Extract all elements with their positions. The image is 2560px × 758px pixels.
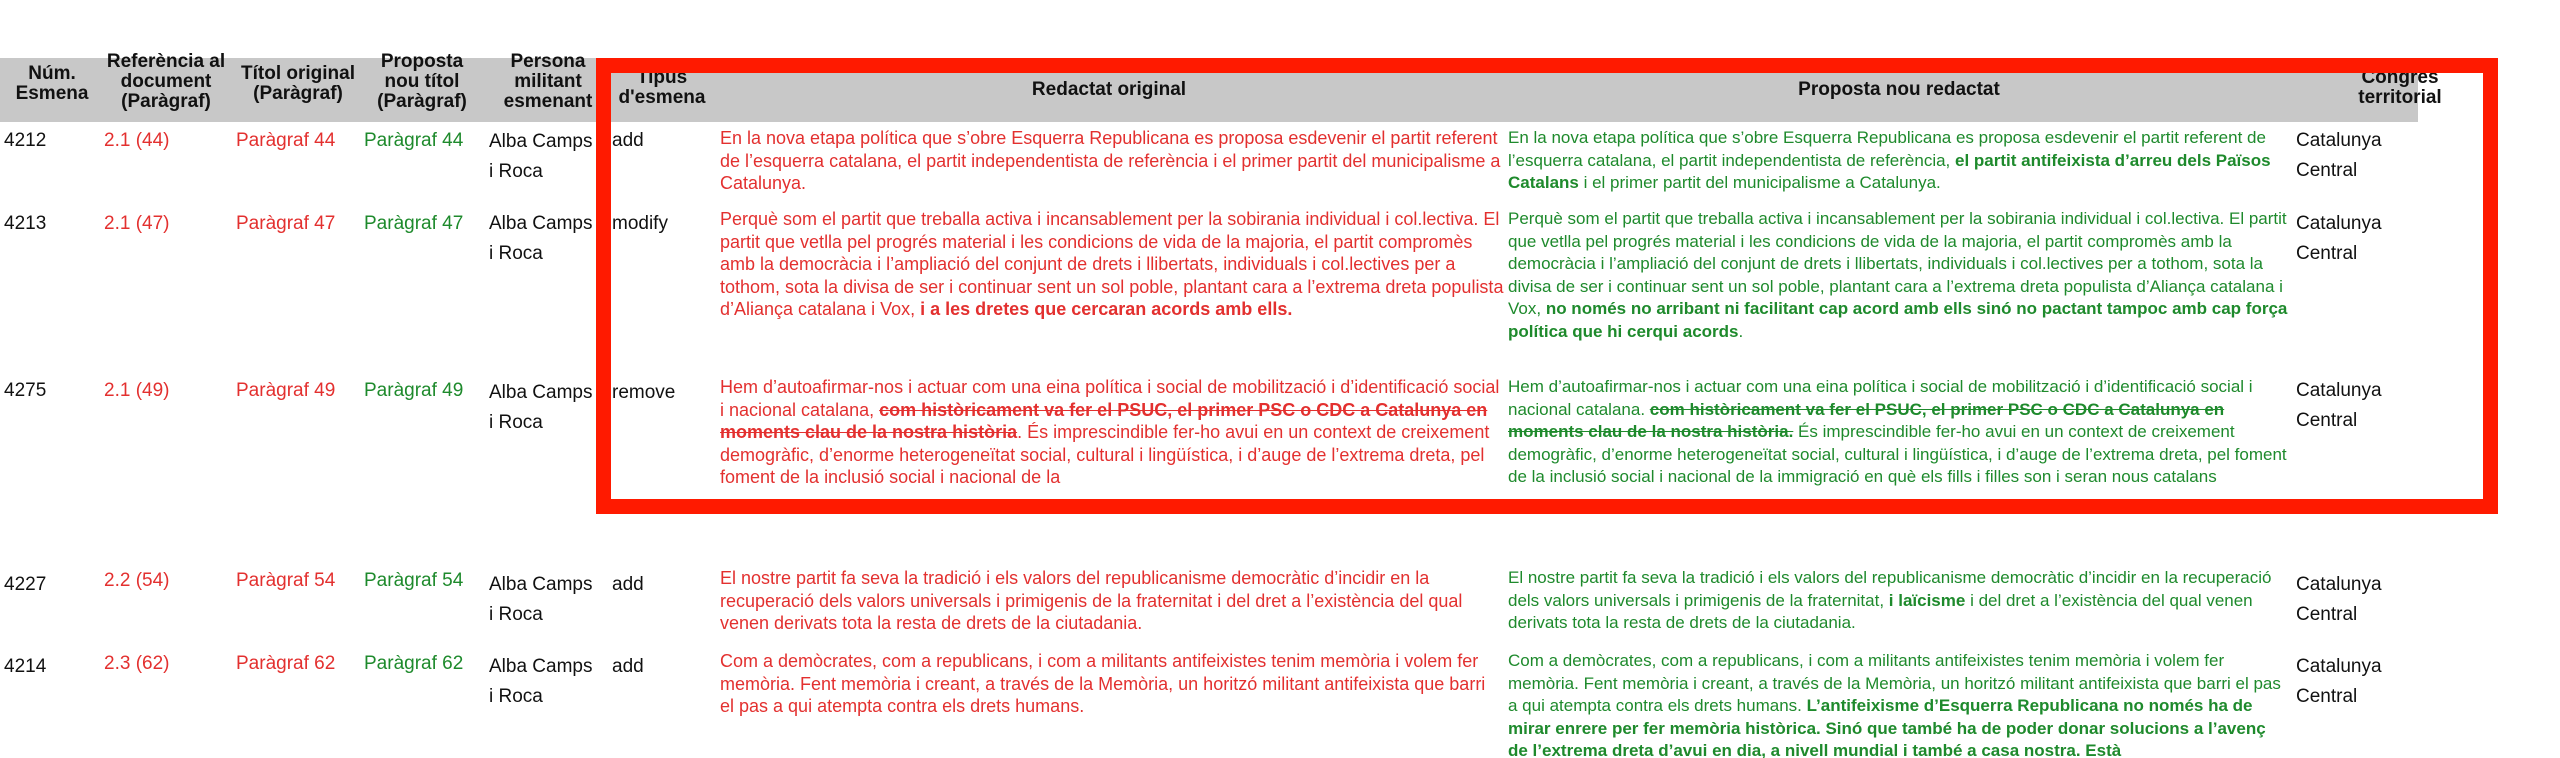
row-4213-proposta bbox=[1508, 208, 2290, 358]
row-4227-original bbox=[720, 567, 1504, 639]
row-4213-titol: Paràgraf 47 bbox=[236, 213, 336, 234]
row-4227-proposta bbox=[1508, 567, 2290, 639]
row-4212-proposta-added: el partit antifeixista d’arreu dels Països Catalans bbox=[1508, 150, 2271, 192]
row-4214-proposta bbox=[1508, 650, 2290, 758]
row-4212-tipus: add bbox=[612, 130, 644, 151]
row-4275-persona: Alba Camps i Roca bbox=[489, 382, 593, 433]
row-4213-proposta-text-end: . bbox=[1738, 321, 1744, 341]
row-4213-congres: Catalunya Central bbox=[2296, 213, 2382, 264]
row-4214-ref: 2.3 (62) bbox=[104, 653, 170, 674]
row-4275-num: 4275 bbox=[4, 380, 47, 401]
row-4227-proposta-text: El nostre partit fa seva la tradició i els valors del republicanisme democràtic d’incidir en la recuperació dels valors universals i primigenis de la fraternitat, bbox=[1508, 568, 2272, 610]
row-4214-tipus: add bbox=[612, 656, 644, 677]
row-4214-num: 4214 bbox=[4, 656, 47, 677]
row-4227-persona: Alba Camps i Roca bbox=[489, 574, 593, 625]
row-4275-congres: Catalunya Central bbox=[2296, 380, 2382, 431]
header-persona: Persona militant esmenant bbox=[503, 52, 593, 112]
row-4275-tipus: remove bbox=[612, 382, 676, 403]
row-4227-titol: Paràgraf 54 bbox=[236, 570, 336, 591]
row-4213-proposta-text: Perquè som el partit que treballa activa i incansablement per la sobirania individual i col.lectiva. El partit que vetlla pel progrés material i les condicions de vida de la majoria, el partit compromès amb la democràcia i l’ampliació del conjunt de drets i llibertats, individuals i col.lectives per a tothom, sota la divisa de ser i continuar sent un sol poble, plantant cara a l’extrema dreta populista d’Aliança catalana i Vox, bbox=[1508, 209, 2287, 318]
row-4214-titol: Paràgraf 62 bbox=[236, 653, 336, 674]
row-4275-ref: 2.1 (49) bbox=[104, 380, 170, 401]
row-4275-original-text-end: . És imprescindible fer-ho avui en un context de creixement demogràfic, d’enorme heterogeneïtat social, cultural i lingüística, i d’auge de l’extrema dreta, pel foment de la inclusió social i nacional de la bbox=[720, 422, 1490, 487]
header-redactat-original: Redactat original bbox=[1031, 80, 1187, 100]
row-4214-persona: Alba Camps i Roca bbox=[489, 656, 593, 707]
row-4212-proposta bbox=[1508, 127, 2290, 197]
header-tipus: Tipus d'esmena bbox=[618, 68, 706, 108]
row-4275-proposta-titol: Paràgraf 49 bbox=[364, 380, 464, 401]
row-4213-proposta-added: no només no arribant ni facilitant cap acord amb ells sinó no pactant tampoc amb cap força política que hi cerqui acords bbox=[1508, 299, 2288, 341]
header-congres: Congrés territorial bbox=[2358, 68, 2442, 108]
row-4275-titol: Paràgraf 49 bbox=[236, 380, 336, 401]
row-4227-proposta-titol: Paràgraf 54 bbox=[364, 570, 464, 591]
row-4213-tipus: modify bbox=[612, 213, 668, 234]
row-4213-ref: 2.1 (47) bbox=[104, 213, 170, 234]
row-4214-proposta-added: L’antifeixisme d’Esquerra Republicana no només ha de mirar enrere per fer memòria històrica. Sinó que també ha de poder donar solucions a l’avenç de l’extrema dreta d’avui en dia, a nivell mundial i també a casa nostra. Està bbox=[1508, 696, 2266, 758]
row-4275-proposta bbox=[1508, 376, 2290, 494]
header-proposta-redactat: Proposta nou redactat bbox=[1798, 80, 2000, 100]
row-4214-original-text: Com a demòcrates, com a republicans, i com a militants antifeixistes tenim memòria i volem fer memòria. Fent memòria i creant, a través de la Memòria, un horitzó militant antifeixista que barri el pas a qui atempta contra els drets humans. bbox=[720, 651, 1486, 716]
row-4227-original-text: El nostre partit fa seva la tradició i els valors del republicanisme democràtic d’incidir en la recuperació dels valors universals i primigenis de la fraternitat i del dret a l’existència del qual venen derivats tota la resta de drets de la ciutadania. bbox=[720, 568, 1463, 633]
header-proposta-titol: Proposta nou títol (Paràgraf) bbox=[377, 52, 467, 112]
header-ref: Referència al document (Paràgraf) bbox=[106, 52, 226, 112]
row-4275-proposta-text-end: És imprescindible fer-ho avui en un context de creixement demogràfic, d’enorme heterogeneïtat social, cultural i lingüística, i d’auge de l’extrema dreta, pel foment de la inclusió social i nacional de la immigració en què els fills i filles son i seran nous catalans bbox=[1508, 422, 2287, 486]
row-4214-congres: Catalunya Central bbox=[2296, 656, 2382, 707]
row-4275-proposta-text: Hem d’autoafirmar-nos i actuar com una eina política i social de mobilització i d’identificació social i nacional catalana. bbox=[1508, 377, 2253, 419]
row-4213-persona: Alba Camps i Roca bbox=[489, 213, 593, 264]
row-4212-persona: Alba Camps i Roca bbox=[489, 131, 593, 182]
row-4214-original bbox=[720, 650, 1504, 758]
row-4227-congres: Catalunya Central bbox=[2296, 574, 2382, 625]
row-4212-num: 4212 bbox=[4, 130, 47, 151]
row-4213-original-text: Perquè som el partit que treballa activa i incansablement per la sobirania individual i col.lectiva. El partit que vetlla pel progrés material i les condicions de vida de la majoria, el partit compromès amb la democràcia i l’ampliació del conjunt de drets i llibertats, individuals i col.lectives per a tothom, sota la divisa de ser i continuar sent un sol poble, plantant cara a l’extrema dreta populista d’Aliança catalana i Vox, bbox=[720, 209, 1504, 319]
row-4213-original bbox=[720, 208, 1504, 358]
row-4214-proposta-text: Com a demòcrates, com a republicans, i com a militants antifeixistes tenim memòria i volem fer memòria. Fent memòria i creant, a través de la Memòria, un horitzó militant antifeixista que barri el pas a qui atempta contra els drets humans. bbox=[1508, 651, 2281, 715]
row-4212-proposta-titol: Paràgraf 44 bbox=[364, 130, 464, 151]
row-4212-proposta-text-end: i el primer partit del municipalisme a Catalunya. bbox=[1578, 173, 1941, 192]
row-4213-proposta-titol: Paràgraf 47 bbox=[364, 213, 464, 234]
row-4212-original-text: En la nova etapa política que s’obre Esquerra Republicana es proposa esdevenir el partit referent de l’esquerra catalana, el partit independentista de referència i el primer partit del municipalisme a Catalunya. bbox=[720, 128, 1501, 193]
row-4213-original-removed: i a les dretes que cercaran acords amb ells. bbox=[920, 299, 1293, 319]
row-4213-num: 4213 bbox=[4, 213, 47, 234]
row-4275-original-struck: com històricament va fer el PSUC, el primer PSC o CDC a Catalunya en moments clau de la nostra història bbox=[720, 399, 1488, 442]
row-4227-proposta-text-end: i del dret a l’existència del qual venen derivats tota la resta de drets de la ciutadania. bbox=[1508, 590, 2253, 632]
row-4212-original bbox=[720, 127, 1504, 197]
row-4212-ref: 2.1 (44) bbox=[104, 130, 170, 151]
row-4227-proposta-added: i laïcisme bbox=[1888, 590, 1966, 610]
row-4227-ref: 2.2 (54) bbox=[104, 570, 170, 591]
row-4227-tipus: add bbox=[612, 574, 644, 595]
row-4227-num: 4227 bbox=[4, 574, 47, 595]
row-4212-titol: Paràgraf 44 bbox=[236, 130, 336, 151]
header-num: Núm. Esmena bbox=[15, 64, 89, 104]
row-4214-proposta-titol: Paràgraf 62 bbox=[364, 653, 464, 674]
row-4212-proposta-text: En la nova etapa política que s’obre Esquerra Republicana es proposa esdevenir el partit referent de l’esquerra catalana, el partit independentista de referència, bbox=[1508, 128, 2266, 170]
header-titol: Títol original (Paràgraf) bbox=[241, 64, 355, 104]
row-4275-proposta-struck: com històricament va fer el PSUC, el primer PSC o CDC a Catalunya en moments clau de la nostra història. bbox=[1508, 399, 2225, 441]
row-4275-original-text: Hem d’autoafirmar-nos i actuar com una eina política i social de mobilització i d’identificació social i nacional catalana, bbox=[720, 377, 1500, 420]
row-4275-original bbox=[720, 376, 1504, 494]
row-4212-congres: Catalunya Central bbox=[2296, 130, 2382, 181]
